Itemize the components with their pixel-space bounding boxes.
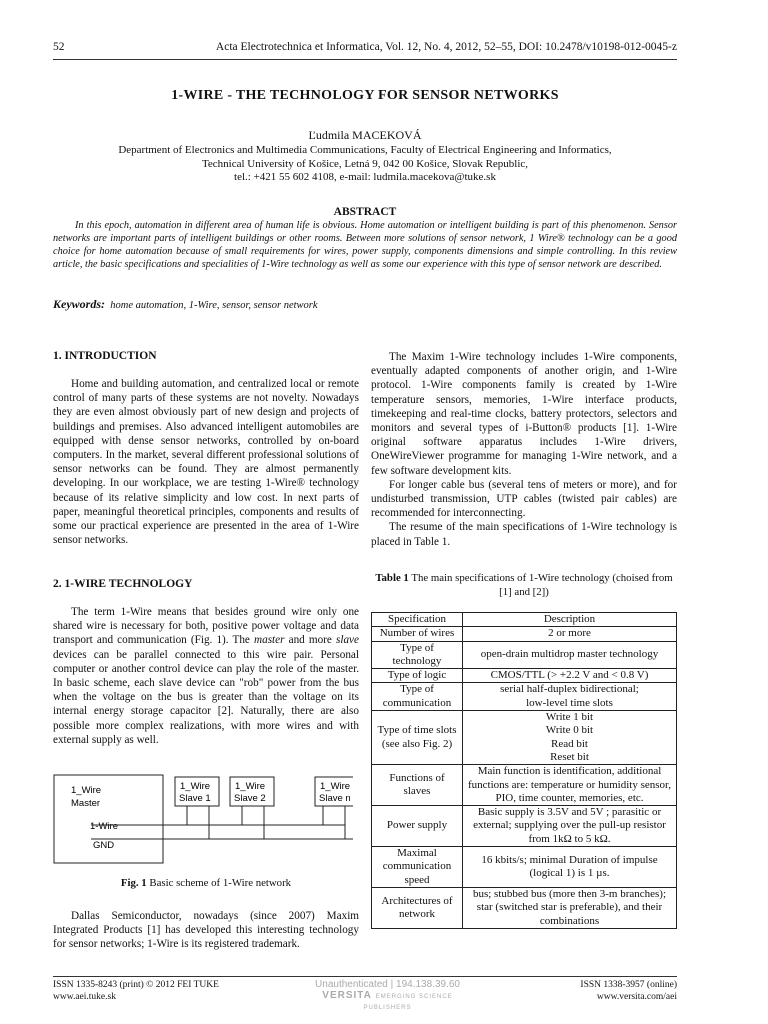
spec-cell: Number of wires	[372, 627, 463, 641]
watermark-brand	[300, 990, 475, 1012]
section-1-body	[53, 377, 359, 547]
text-run: The term 1-Wire means that besides ground wire only one shared wire is necessary for both, positive power voltage and data transport and communication (Fig. 1). The	[53, 606, 359, 647]
page-number: 52	[53, 41, 65, 53]
spec-cell: Architectures of network	[372, 887, 463, 928]
master-label-2: Master	[71, 798, 101, 809]
spec-cell: Functions of slaves	[372, 765, 463, 806]
slave-n-label-1: 1_Wire	[320, 781, 351, 792]
desc-cell	[463, 806, 677, 847]
footer-url-right[interactable]: www.versita.com/aei	[596, 992, 677, 1002]
desc-cell	[463, 711, 677, 765]
wire-label: 1-Wire	[90, 821, 118, 832]
table-1-caption	[371, 571, 677, 599]
section-2-paragraph-2: Dallas Semiconductor, nowadays (since 2007) Maxim Integrated Products [1] has developed this interesting technology for sensor networks; 1-Wire is its registered trademark.	[53, 910, 359, 951]
table-row	[372, 641, 677, 669]
section-1-paragraph: Home and building automation, and centralized local or remote control of many parts of these systems are not novelty. Nowadays they are even almost obviously part of new design and projects of buildings and premises. Also advanced intelligent automobiles are equipped with dense sensor networks, controlled by on-board computers. In the market, several different professional solutions of sensor networks can be found. They are almost permanently developing. In our workplace, we are testing 1-Wire® technology because of its relative simplicity and low cost. In next parts of paper, meaningful theoretical principles, components and results of some our practical experience are presented in the area of 1-Wire sensor networks.	[53, 378, 359, 547]
spec-table	[371, 612, 677, 929]
desc-cell	[463, 765, 677, 806]
footer-left	[53, 979, 219, 1003]
slave-2-label-2: Slave 2	[234, 793, 266, 804]
table-row	[372, 669, 677, 683]
master-label-1: 1_Wire	[71, 785, 102, 796]
desc-cell	[463, 641, 677, 669]
section-2-paragraph-1	[53, 605, 359, 747]
header-rule	[53, 59, 677, 60]
desc-line: low-level time slots	[526, 696, 613, 709]
table-row	[372, 765, 677, 806]
footer-issn-print: ISSN 1335-8243 (print) © 2012 FEI TUKE	[53, 980, 219, 990]
slave-1-label-2: Slave 1	[179, 793, 211, 804]
figure-caption-label: Fig. 1	[120, 877, 147, 889]
desc-line: 16 kbits/s; minimal Duration of impulse (logical 1) is 1 µs.	[481, 853, 658, 879]
desc-line: Main function is identification, additional functions are: temperature or humidity sensor, PIO, time counter, memories, etc.	[467, 765, 671, 804]
right-paragraph-1: The Maxim 1-Wire technology includes 1-Wire components, eventually adapted components of another origin, and 1-Wire protocol. 1-Wire components family is created by 1-Wire temperature sensors, memories, 1-Wire interface products, timekeeping and real-time clocks, battery protectors, selectors and monitors and several types of i-Button® products [1]. 1-Wire original software apparatus includes 1-Wire drivers, OneWireViewer programme for managing 1-Wire network, and a few software development kits.	[371, 351, 677, 477]
spec-cell: Type of logic	[372, 669, 463, 683]
desc-line: CMOS/TTL (> +2.2 V and < 0.8 V)	[490, 669, 649, 682]
spec-cell: Type of technology	[372, 641, 463, 669]
figure-caption-text: Basic scheme of 1-Wire network	[146, 877, 292, 889]
text-slave: slave	[336, 634, 359, 647]
slave-n-label-2: Slave n	[319, 793, 351, 804]
section-1-heading: 1. INTRODUCTION	[53, 350, 157, 362]
figure-1-diagram	[53, 770, 353, 866]
desc-line: 2 or more	[548, 627, 591, 640]
affiliation-line-2: Technical University of Košice, Letná 9, 042 00 Košice, Slovak Republic,	[201, 158, 529, 170]
spec-cell: Type of time slots (see also Fig. 2)	[372, 711, 463, 765]
text-run: devices can be parallel connected to this wire pair. Personal computer or another control device can play the role of the master. In basic scheme, each slave device can "rob" power from the bus when the voltage on the bus is greater than the voltage on its internal energy storage capacitor [2]. Naturally, there are also possible more complex realizations, with more wires and with external supply as well.	[53, 648, 359, 746]
text-run: and more	[284, 634, 336, 647]
desc-cell	[463, 887, 677, 928]
affiliation-line-1: Department of Electronics and Multimedia Communications, Faculty of Electrical Engineering and Informatics,	[118, 144, 612, 156]
desc-cell	[463, 847, 677, 888]
right-paragraph-3: The resume of the main specifications of 1-Wire technology is placed in Table 1.	[371, 521, 677, 548]
paper-title: 1-WIRE - THE TECHNOLOGY FOR SENSOR NETWORKS	[171, 88, 559, 103]
desc-line: Write 1 bit	[545, 711, 594, 724]
desc-line: Read bit	[551, 737, 588, 750]
desc-line: Basic supply is 3.5V and 5V ; parasitic or external; supplying over the pull-up resistor from 1kΩ to 5 kΩ.	[473, 806, 666, 845]
desc-line: Reset bit	[550, 750, 589, 763]
desc-cell	[463, 669, 677, 683]
desc-cell	[463, 627, 677, 641]
keywords	[53, 297, 677, 312]
watermark-logo: VERSITA	[322, 990, 372, 1001]
desc-cell	[463, 683, 677, 711]
footer-issn-online: ISSN 1338-3957 (online)	[580, 980, 677, 990]
desc-line: Write 0 bit	[545, 724, 594, 737]
figure-1-caption	[53, 877, 359, 889]
table-row	[372, 627, 677, 641]
watermark-sub: EMERGING SCIENCE PUBLISHERS	[363, 994, 453, 1011]
abstract-text: In this epoch, automation in different area of human life is obvious. Home automation or intelligent building is part of this phenomenon. Sensor networks are important parts of intelligent buildings or other rooms. Between more solutions of sensor network, 1 Wire® technology can be a good choice for home automation because of small requirements for wires, power supply, components dimensions and simple controlling. In this review article, the basic specifications and specialities of 1-Wire technology as well as some our experience with this type of sensor network are described.	[53, 220, 677, 270]
desc-line: serial half-duplex bidirectional;	[500, 683, 639, 696]
author-name: Ľudmila MACEKOVÁ	[308, 128, 422, 142]
text-master: master	[254, 634, 285, 647]
keywords-text: home automation, 1-Wire, sensor, sensor network	[110, 300, 318, 311]
spec-table-body	[372, 613, 677, 929]
spec-cell: Maximal communication speed	[372, 847, 463, 888]
section-2-body	[53, 605, 359, 747]
table-caption-label: Table 1	[375, 572, 409, 584]
keywords-label: Keywords:	[53, 297, 105, 311]
watermark	[300, 979, 475, 1012]
desc-line: open-drain multidrop master technology	[480, 648, 659, 661]
right-paragraph-2: For longer cable bus (several tens of meters or more), and for undisturbed transmission, UTP cables (twisted pair cables) are recommended for interconnecting.	[371, 478, 677, 520]
table-row	[372, 711, 677, 765]
watermark-ip: Unauthenticated | 194.138.39.60	[315, 979, 460, 990]
table-row	[372, 806, 677, 847]
table-header-cell: Specification	[372, 613, 463, 627]
gnd-label: GND	[93, 840, 115, 851]
footer-rule	[53, 976, 677, 977]
table-row	[372, 847, 677, 888]
table-header-cell: Description	[463, 613, 677, 627]
affiliation-line-3: tel.: +421 55 602 4108, e-mail: ludmila.macekova@tuke.sk	[234, 171, 496, 183]
slave-2-label-1: 1_Wire	[235, 781, 266, 792]
spec-cell: Power supply	[372, 806, 463, 847]
journal-header: Acta Electrotechnica et Informatica, Vol. 12, No. 4, 2012, 52–55, DOI: 10.2478/v10198-012-0045-z	[215, 41, 677, 53]
desc-line: bus; stubbed bus (more then 3-m branches); star (switched star is preferable), and their combinations	[472, 887, 667, 927]
spec-cell: Type of communication	[372, 683, 463, 711]
table-row	[372, 887, 677, 928]
footer-url-left[interactable]: www.aei.tuke.sk	[53, 992, 116, 1002]
section-2-heading: 2. 1-WIRE TECHNOLOGY	[53, 578, 193, 590]
table-header-row	[372, 613, 677, 627]
table-caption-text: The main specifications of 1-Wire technology (choised from [1] and [2])	[408, 572, 673, 598]
abstract-heading: ABSTRACT	[333, 206, 397, 218]
section-2-body-cont	[53, 909, 359, 952]
slave-1-label-1: 1_Wire	[180, 781, 211, 792]
right-column-text	[371, 350, 677, 549]
footer-right	[580, 979, 677, 1003]
table-row	[372, 683, 677, 711]
